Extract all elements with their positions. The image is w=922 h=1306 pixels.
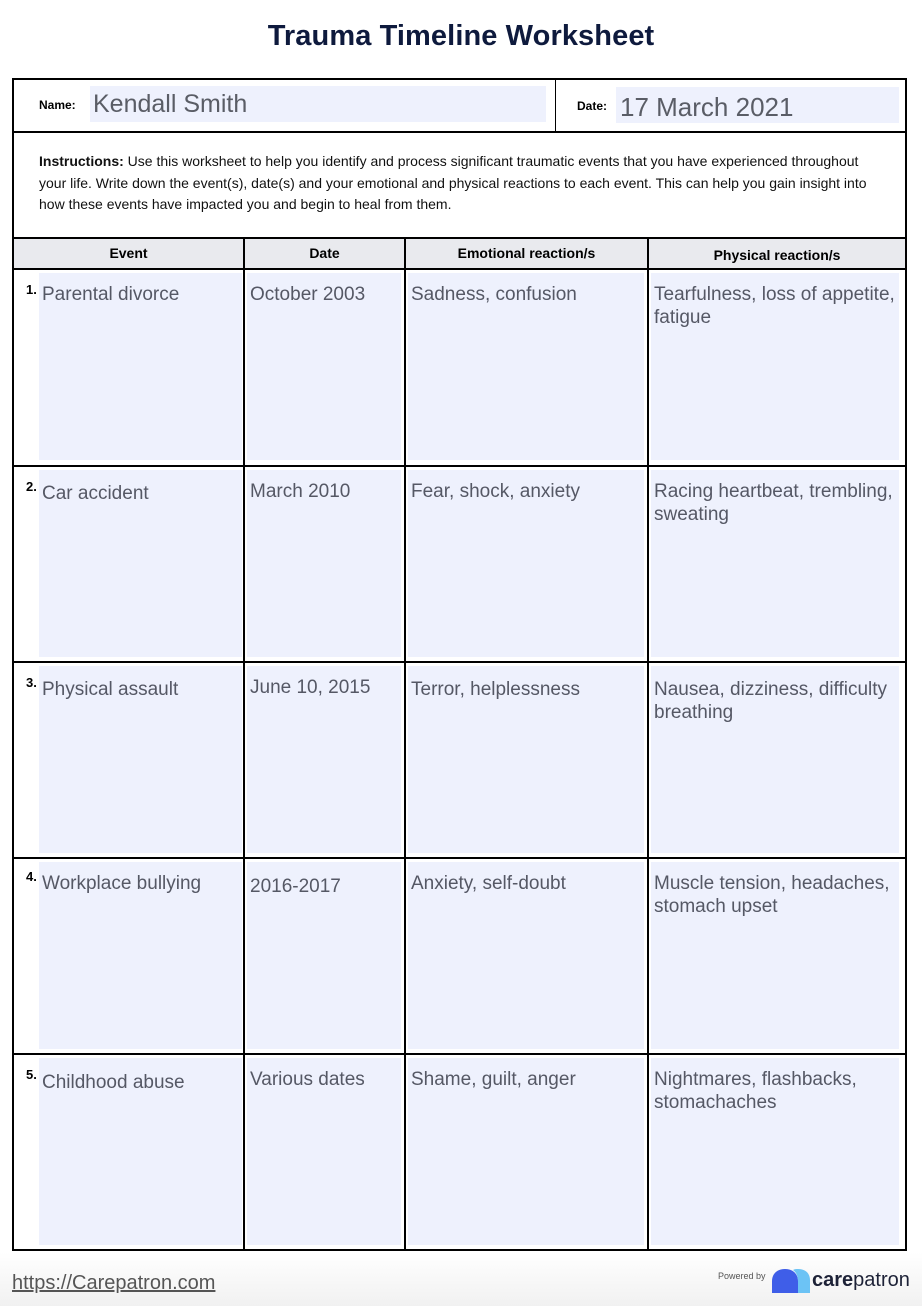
physical-cell[interactable]: Nausea, dizziness, difficulty breathing [651, 666, 899, 853]
row-number: 3. [26, 675, 37, 690]
physical-cell[interactable]: Racing heartbeat, trembling, sweating [651, 470, 899, 657]
event-cell[interactable]: Workplace bullying [39, 862, 242, 1049]
date-cell[interactable]: March 2010 [247, 470, 401, 657]
physical-cell[interactable]: Nightmares, flashbacks, stomachaches [651, 1058, 899, 1245]
table-row [14, 859, 905, 1053]
row-number: 5. [26, 1067, 37, 1082]
emotional-cell[interactable]: Terror, helplessness [408, 666, 644, 853]
footer [0, 1252, 922, 1306]
emotional-cell[interactable]: Fear, shock, anxiety [408, 470, 644, 657]
instructions-label: Instructions: [39, 153, 124, 169]
table-row [14, 663, 905, 857]
carepatron-link[interactable]: https://Carepatron.com [12, 1272, 216, 1294]
name-field[interactable]: Kendall Smith [90, 86, 546, 122]
column-header-date: Date [309, 245, 340, 261]
date-label: Date: [577, 99, 608, 113]
row-number: 2. [26, 479, 37, 494]
table-row [14, 270, 905, 465]
emotional-cell[interactable]: Shame, guilt, anger [408, 1058, 644, 1245]
event-cell[interactable]: Car accident [39, 470, 242, 657]
header-divider [555, 80, 556, 131]
worksheet [12, 78, 907, 1251]
date-cell[interactable]: June 10, 2015 [247, 666, 401, 853]
event-cell[interactable]: Physical assault [39, 666, 242, 853]
date-cell[interactable]: Various dates [247, 1058, 401, 1245]
event-cell[interactable]: Parental divorce [39, 273, 242, 460]
table-row [14, 1055, 905, 1249]
date-cell[interactable]: October 2003 [247, 273, 401, 460]
powered-by-label: Powered by [718, 1271, 766, 1281]
page-title: Trauma Timeline Worksheet [267, 20, 655, 52]
column-header-emotional: Emotional reaction/s [457, 245, 596, 261]
carepatron-logo-icon [771, 1268, 811, 1294]
row-number: 4. [26, 869, 37, 884]
header-row [14, 80, 905, 133]
event-cell[interactable]: Childhood abuse [39, 1058, 242, 1245]
date-field[interactable]: 17 March 2021 [616, 87, 899, 123]
emotional-cell[interactable]: Anxiety, self-doubt [408, 862, 644, 1049]
physical-cell[interactable]: Muscle tension, headaches, stomach upset [651, 862, 899, 1049]
instructions [39, 151, 879, 216]
carepatron-logo-text: carepatron [812, 1269, 910, 1291]
table-header [14, 237, 905, 270]
name-label: Name: [39, 98, 76, 112]
emotional-cell[interactable]: Sadness, confusion [408, 273, 644, 460]
table-row [14, 467, 905, 661]
column-header-event: Event [109, 245, 148, 261]
column-header-physical: Physical reaction/s [713, 247, 841, 263]
physical-cell[interactable]: Tearfulness, loss of appetite, fatigue [651, 273, 899, 460]
row-number: 1. [26, 282, 37, 297]
instructions-text: Use this worksheet to help you identify and process significant traumatic events that you have experienced throughout your life. Write down the event(s), date(s) and your emotional and physical reactions to each event. This can help you gain insight into how these events have impacted you and begin to heal from them. [39, 153, 867, 212]
date-cell[interactable]: 2016-2017 [247, 862, 401, 1049]
